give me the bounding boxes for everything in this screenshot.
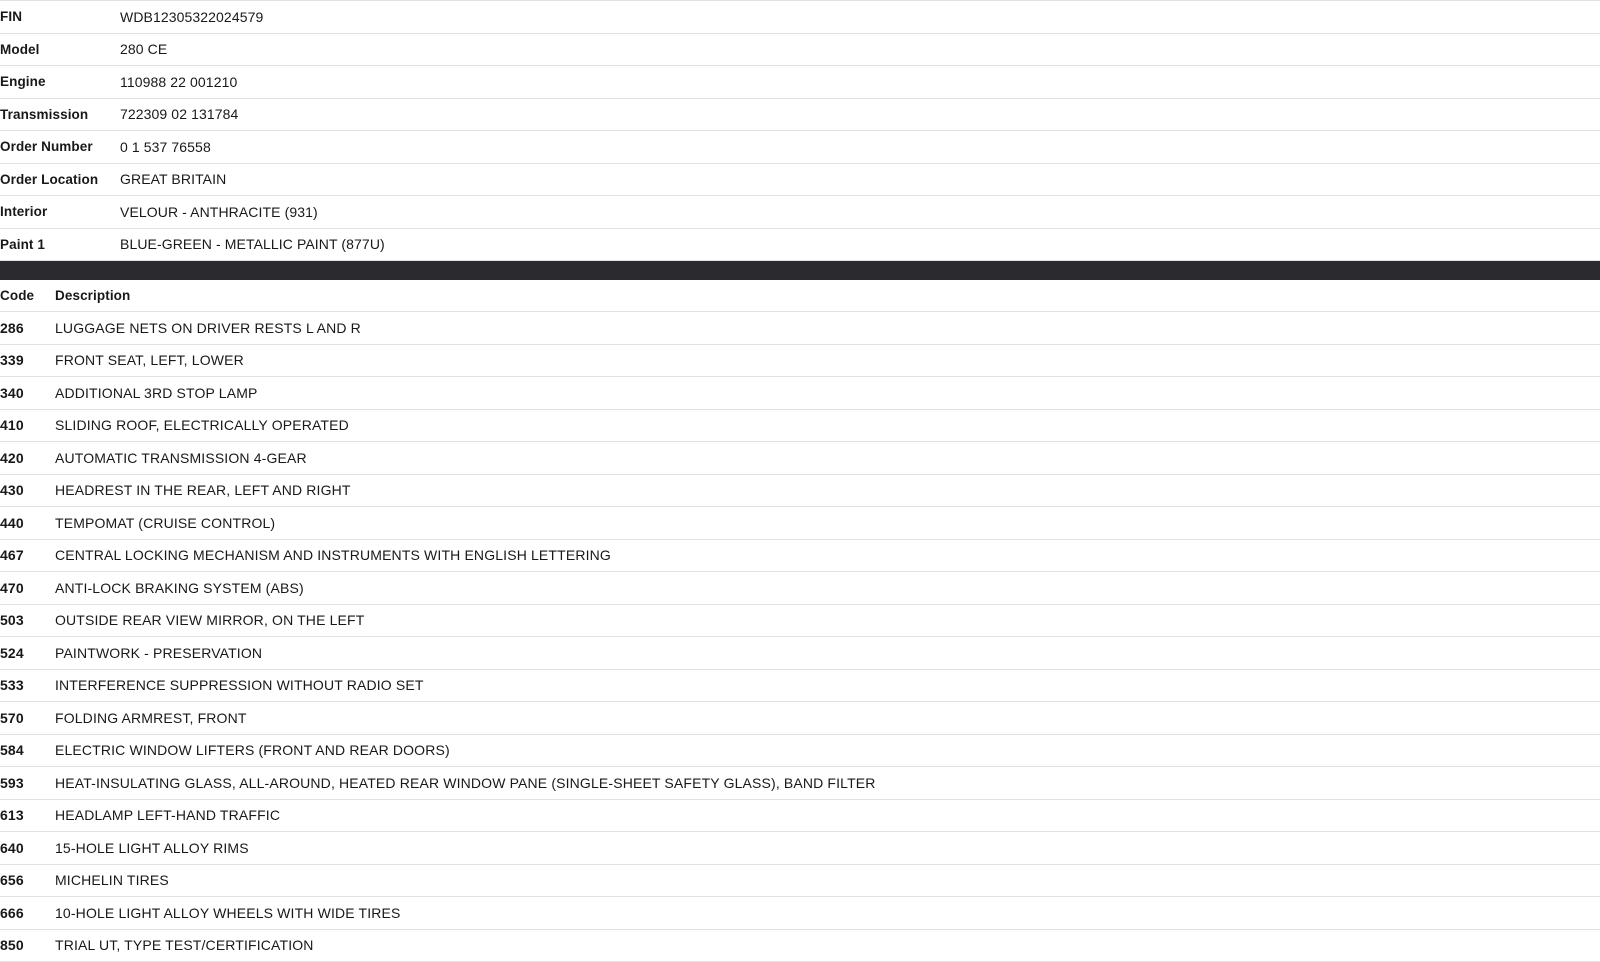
table-row <box>0 929 1600 962</box>
equipment-codes-table <box>0 280 1600 962</box>
table-row <box>0 734 1600 767</box>
vehicle-info-value: GREAT BRITAIN <box>120 171 227 188</box>
equipment-description: PAINTWORK - PRESERVATION <box>55 644 263 661</box>
vehicle-info-value: 0 1 537 76558 <box>120 138 211 155</box>
equipment-description: 10-HOLE LIGHT ALLOY WHEELS WITH WIDE TIRES <box>55 904 401 921</box>
equipment-description: MICHELIN TIRES <box>55 872 169 889</box>
vehicle-info-value: WDB12305322024579 <box>120 8 264 25</box>
equipment-description: HEAT-INSULATING GLASS, ALL-AROUND, HEATED REAR WINDOW PANE (SINGLE-SHEET SAFETY GLASS), BAND FILTER <box>55 774 876 791</box>
equipment-description: INTERFERENCE SUPPRESSION WITHOUT RADIO SET <box>55 677 424 694</box>
table-row <box>0 66 1600 99</box>
table-row <box>0 377 1600 410</box>
equipment-code: 339 <box>0 352 24 369</box>
table-row <box>0 637 1600 670</box>
table-row <box>0 897 1600 930</box>
vehicle-info-label: Order Number <box>0 139 93 155</box>
equipment-description: OUTSIDE REAR VIEW MIRROR, ON THE LEFT <box>55 612 365 629</box>
table-row <box>0 163 1600 196</box>
vehicle-info-label: Engine <box>0 74 46 90</box>
equipment-description: LUGGAGE NETS ON DRIVER RESTS L AND R <box>55 319 361 336</box>
vehicle-info-label: Model <box>0 41 40 57</box>
equipment-codes-body <box>0 312 1600 962</box>
table-row <box>0 312 1600 345</box>
equipment-code: 613 <box>0 807 24 824</box>
equipment-code: 524 <box>0 644 24 661</box>
table-row <box>0 799 1600 832</box>
equipment-code: 666 <box>0 904 24 921</box>
equipment-code: 570 <box>0 709 24 726</box>
vehicle-info-label: Order Location <box>0 171 99 187</box>
table-row <box>0 228 1600 261</box>
table-row <box>0 474 1600 507</box>
table-row <box>0 409 1600 442</box>
table-row <box>0 572 1600 605</box>
equipment-codes-head <box>0 280 1600 312</box>
table-row <box>0 344 1600 377</box>
equipment-code: 656 <box>0 872 24 889</box>
column-header-code: Code <box>0 288 35 303</box>
vehicle-info-label: Paint 1 <box>0 236 45 252</box>
equipment-description: ADDITIONAL 3RD STOP LAMP <box>55 384 258 401</box>
table-row <box>0 832 1600 865</box>
vehicle-info-value: BLUE-GREEN - METALLIC PAINT (877U) <box>120 236 385 253</box>
equipment-description: TRIAL UT, TYPE TEST/CERTIFICATION <box>55 937 314 954</box>
vehicle-info-label: Interior <box>0 204 48 220</box>
table-row <box>0 196 1600 229</box>
equipment-description: FOLDING ARMREST, FRONT <box>55 709 247 726</box>
equipment-description: AUTOMATIC TRANSMISSION 4-GEAR <box>55 449 307 466</box>
table-row <box>0 507 1600 540</box>
vehicle-info-value: 722309 02 131784 <box>120 106 239 123</box>
equipment-description: ANTI-LOCK BRAKING SYSTEM (ABS) <box>55 579 304 596</box>
equipment-description: TEMPOMAT (CRUISE CONTROL) <box>55 514 276 531</box>
section-divider-band <box>0 261 1600 280</box>
vehicle-info-label: Transmission <box>0 106 89 122</box>
equipment-code: 470 <box>0 579 24 596</box>
equipment-description: ELECTRIC WINDOW LIFTERS (FRONT AND REAR DOORS) <box>55 742 450 759</box>
table-row <box>0 702 1600 735</box>
equipment-code: 584 <box>0 742 24 759</box>
equipment-code: 467 <box>0 547 24 564</box>
table-header-row <box>0 280 1600 312</box>
vehicle-info-body <box>0 1 1600 261</box>
table-row <box>0 539 1600 572</box>
equipment-description: CENTRAL LOCKING MECHANISM AND INSTRUMENTS WITH ENGLISH LETTERING <box>55 547 611 564</box>
table-row <box>0 1 1600 34</box>
equipment-code: 593 <box>0 774 24 791</box>
equipment-code: 430 <box>0 482 24 499</box>
vehicle-info-value: 280 CE <box>120 41 168 58</box>
vehicle-info-value: VELOUR - ANTHRACITE (931) <box>120 203 318 220</box>
equipment-code: 640 <box>0 839 24 856</box>
table-row <box>0 442 1600 475</box>
equipment-description: HEADREST IN THE REAR, LEFT AND RIGHT <box>55 482 351 499</box>
table-row <box>0 767 1600 800</box>
table-row <box>0 98 1600 131</box>
equipment-code: 850 <box>0 937 24 954</box>
table-row <box>0 864 1600 897</box>
equipment-code: 440 <box>0 514 24 531</box>
vehicle-info-table <box>0 0 1600 261</box>
equipment-code: 503 <box>0 612 24 629</box>
equipment-description: SLIDING ROOF, ELECTRICALLY OPERATED <box>55 417 349 434</box>
table-row <box>0 669 1600 702</box>
table-row <box>0 131 1600 164</box>
equipment-code: 533 <box>0 677 24 694</box>
equipment-code: 420 <box>0 449 24 466</box>
table-row <box>0 604 1600 637</box>
equipment-code: 410 <box>0 417 24 434</box>
equipment-code: 286 <box>0 319 24 336</box>
equipment-description: HEADLAMP LEFT-HAND TRAFFIC <box>55 807 281 824</box>
table-row <box>0 33 1600 66</box>
equipment-code: 340 <box>0 384 24 401</box>
equipment-description: 15-HOLE LIGHT ALLOY RIMS <box>55 839 249 856</box>
vehicle-info-value: 110988 22 001210 <box>120 73 238 90</box>
column-header-description: Description <box>55 288 131 303</box>
vehicle-info-label: FIN <box>0 9 23 25</box>
equipment-description: FRONT SEAT, LEFT, LOWER <box>55 352 244 369</box>
